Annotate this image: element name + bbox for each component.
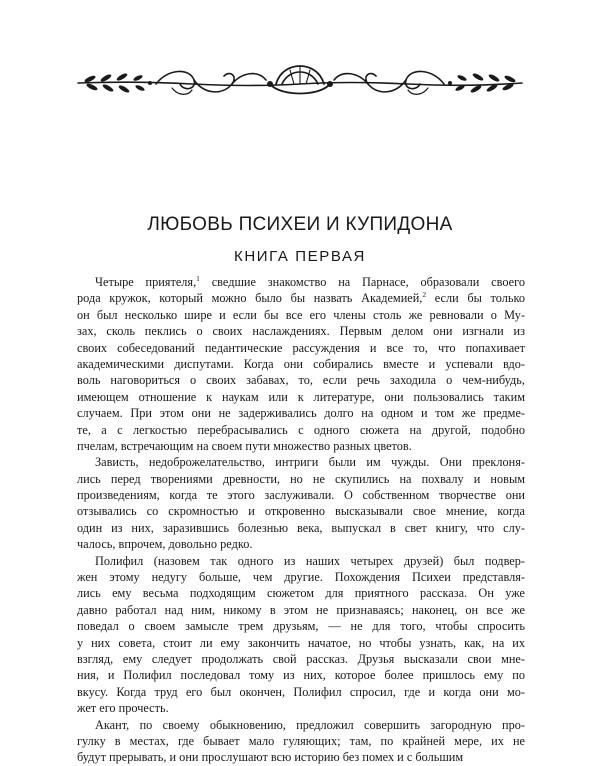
text-run: произведениям, когда те этого заслуживали. О собственном творчестве они [77,488,525,503]
text-run: зах, сколь пеклись о своих наслаждениях. Первым делом они изгнали из [77,324,525,339]
text-run: жен этому недугу больше, чем другие. Похождения Психеи представля- [77,570,525,585]
text-run: вкусу. Когда труд его был окончен, Полифил спросил, где и когда они мо- [77,684,525,699]
footnote-marker[interactable]: 1 [196,274,200,283]
chapter-title: ЛЮБОВЬ ПСИХЕИ И КУПИДОНА [147,214,453,235]
floral-scroll-ornament-icon [72,62,528,102]
text-run: Четыре приятеля, [95,275,197,289]
text-line [77,635,525,651]
text-line [77,700,525,716]
text-line [77,536,525,552]
text-run: если бы только [426,291,525,306]
text-line [77,667,525,683]
text-line [77,520,525,536]
text-run: гулку в местах, где бывает мало гуляющих; там, по крайней мере, их не [77,733,525,748]
text-line [77,389,525,405]
text-line [77,438,525,454]
book-subtitle: КНИГА ПЕРВАЯ [234,248,366,265]
text-run: лись ему весьма подходящим сюжетом для приятного рассказа. Он уже [77,586,525,601]
text-run: давно работал над ним, никому в этом не признаваясь; наконец, он все же [77,602,525,617]
text-run: имеющем отношение к наукам или к литературе, они пользовались таким [77,389,525,404]
text-line [77,553,525,569]
text-line [77,684,525,700]
text-run: воль наговориться о своих забавах, то, если речь заходила о чем-нибудь, [77,373,525,388]
text-run: взгляд, ему следует продолжать свой рассказ. Друзья высказали свои мне- [77,651,525,666]
text-run: чалось, впрочем, довольно редко. [77,537,253,552]
text-line [77,651,525,667]
text-run: академическими диспутами. Когда они собирались вместе и успевали вдо- [77,356,525,371]
text-run: лись перед творениями древности, но не скупились на похвалу и новым [77,471,525,486]
text-line [77,422,525,438]
paragraph [77,454,525,552]
text-line [77,454,525,470]
text-line [77,733,525,749]
text-run: случаем. При этом они не задерживались долго на одном и том же предме- [77,406,525,421]
text-line [77,372,525,388]
text-line [77,618,525,634]
text-line [77,340,525,356]
paragraph [77,274,525,454]
text-line [77,290,525,306]
text-line [77,585,525,601]
text-line [77,274,525,290]
text-run: отзывались со скромностью и откровенно высказывали свое мнение, когда [77,504,525,519]
footnote-marker[interactable]: 2 [422,290,427,300]
body-text [77,274,525,766]
text-run: те, а с легкостью перебрасывались с одного сюжета на другой, подобно [77,422,525,437]
text-run: рода кружок, который можно было бы назвать Академией, [77,291,423,306]
text-run: будут прерывать, и они прослушают всю историю без помех и с большим [77,750,464,765]
text-line [77,405,525,421]
text-line [77,356,525,372]
text-run: сведшие знакомство на Парнасе, образовали своего [199,275,525,289]
text-run: пчелам, встречающим на своем пути множество разных цветов. [77,438,412,453]
text-line [77,717,525,733]
text-run: один из них, заразившись болезнью века, выпускал в свет книгу, что слу- [77,520,525,535]
text-line [77,323,525,339]
text-line [77,487,525,503]
text-line [77,471,525,487]
text-run: поведал о своем замысле трем друзьям, — не для того, чтобы спросить [77,619,525,634]
text-run: жет его прочесть. [77,701,169,716]
text-line [77,503,525,519]
paragraph [77,553,525,717]
paragraph [77,717,525,766]
text-run: Полифил (назовем так одного из наших четырех друзей) был подвер- [95,553,525,568]
text-line [77,569,525,585]
text-run: Акант, по своему обыкновению, предложил совершить загородную про- [95,717,525,732]
text-line [77,602,525,618]
text-run: у них совета, стоит ли ему закончить начатое, но чтобы узнать, как, на их [77,635,525,650]
text-run: своих собеседований педантические рассуждения и все то, что попахивает [77,340,525,355]
text-line [77,307,525,323]
text-run: Зависть, недоброжелательство, интриги были им чужды. Они преклоня- [95,455,525,470]
text-run: ния, и Полифил последовал тому из них, которое более пришлось ему по [77,668,525,683]
text-run: он был несколько шире и если бы все его члены столь же ревновали о Му- [77,307,525,322]
text-line [77,749,525,765]
